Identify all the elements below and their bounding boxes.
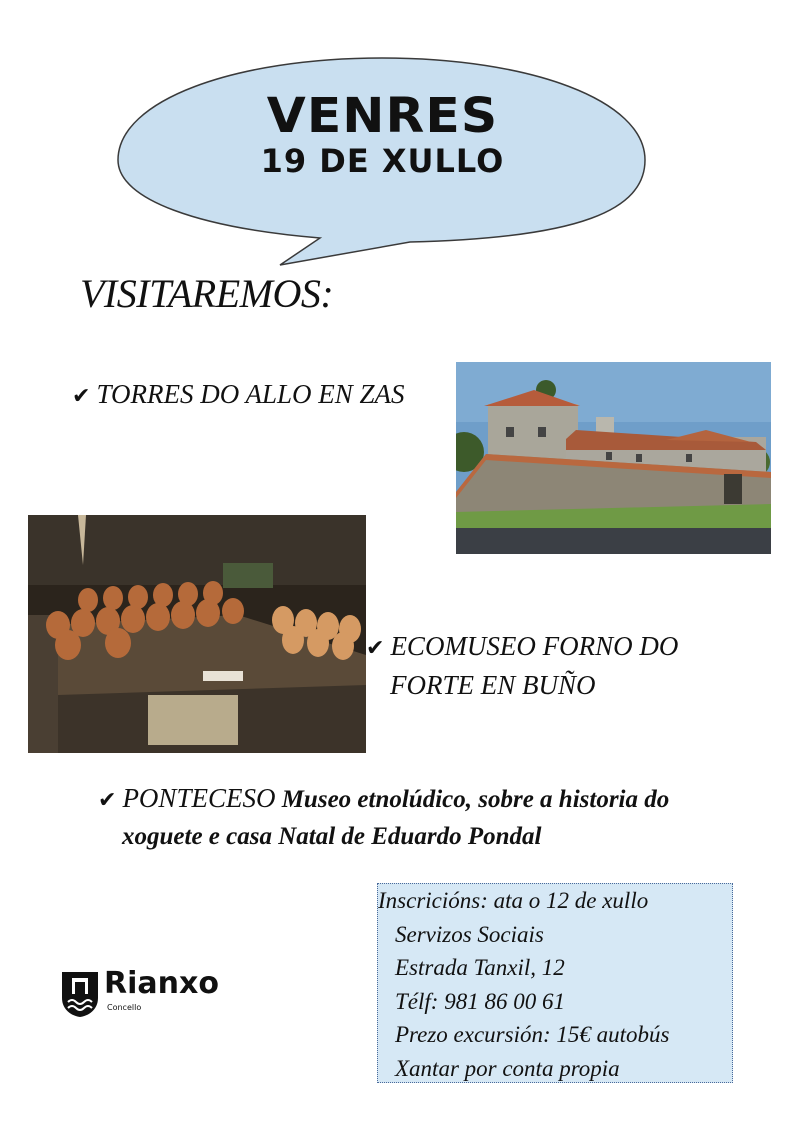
info-department: Servizos Sociais (395, 921, 544, 947)
torres-photo (456, 362, 771, 554)
visit-item-desc: Museo etnolúdico, sobre a historia do (275, 786, 670, 813)
info-address: Estrada Tanxil, 12 (395, 955, 565, 980)
logo-subtitle: Concello (107, 1003, 142, 1012)
visit-item-desc-line2: xoguete e casa Natal de Eduardo Pondal (122, 823, 542, 850)
visit-item-place: PONTECESO (122, 783, 276, 813)
logo-name: Rianxo (104, 966, 219, 1001)
check-icon: ✔ (98, 788, 117, 813)
visit-item-line1: ECOMUSEO FORNO DO (390, 631, 679, 661)
visit-item-line2: FORTE EN BUÑO (390, 670, 596, 700)
check-icon: ✔ (366, 636, 385, 661)
check-icon: ✔ (72, 384, 91, 409)
visit-item-ecomuseo (366, 628, 766, 703)
info-phone: Télf: 981 86 00 61 (395, 988, 565, 1014)
event-day: VENRES (266, 88, 499, 144)
visit-item-label: TORRES DO ALLO EN ZAS (96, 379, 405, 409)
visit-item-ponteceso (98, 780, 738, 855)
info-box (377, 883, 733, 1083)
forno-photo (28, 515, 366, 753)
info-registration: Inscricións: ata o 12 de xullo (378, 888, 649, 913)
visit-item-torres (72, 376, 405, 415)
event-date: 19 DE XULLO (260, 142, 505, 180)
intro-heading: VISITAREMOS: (80, 271, 334, 316)
rianxo-shield-icon (60, 970, 100, 1018)
info-price: Prezo excursión: 15€ autobús (395, 1022, 670, 1047)
info-lunch: Xantar por conta propia (395, 1055, 620, 1081)
